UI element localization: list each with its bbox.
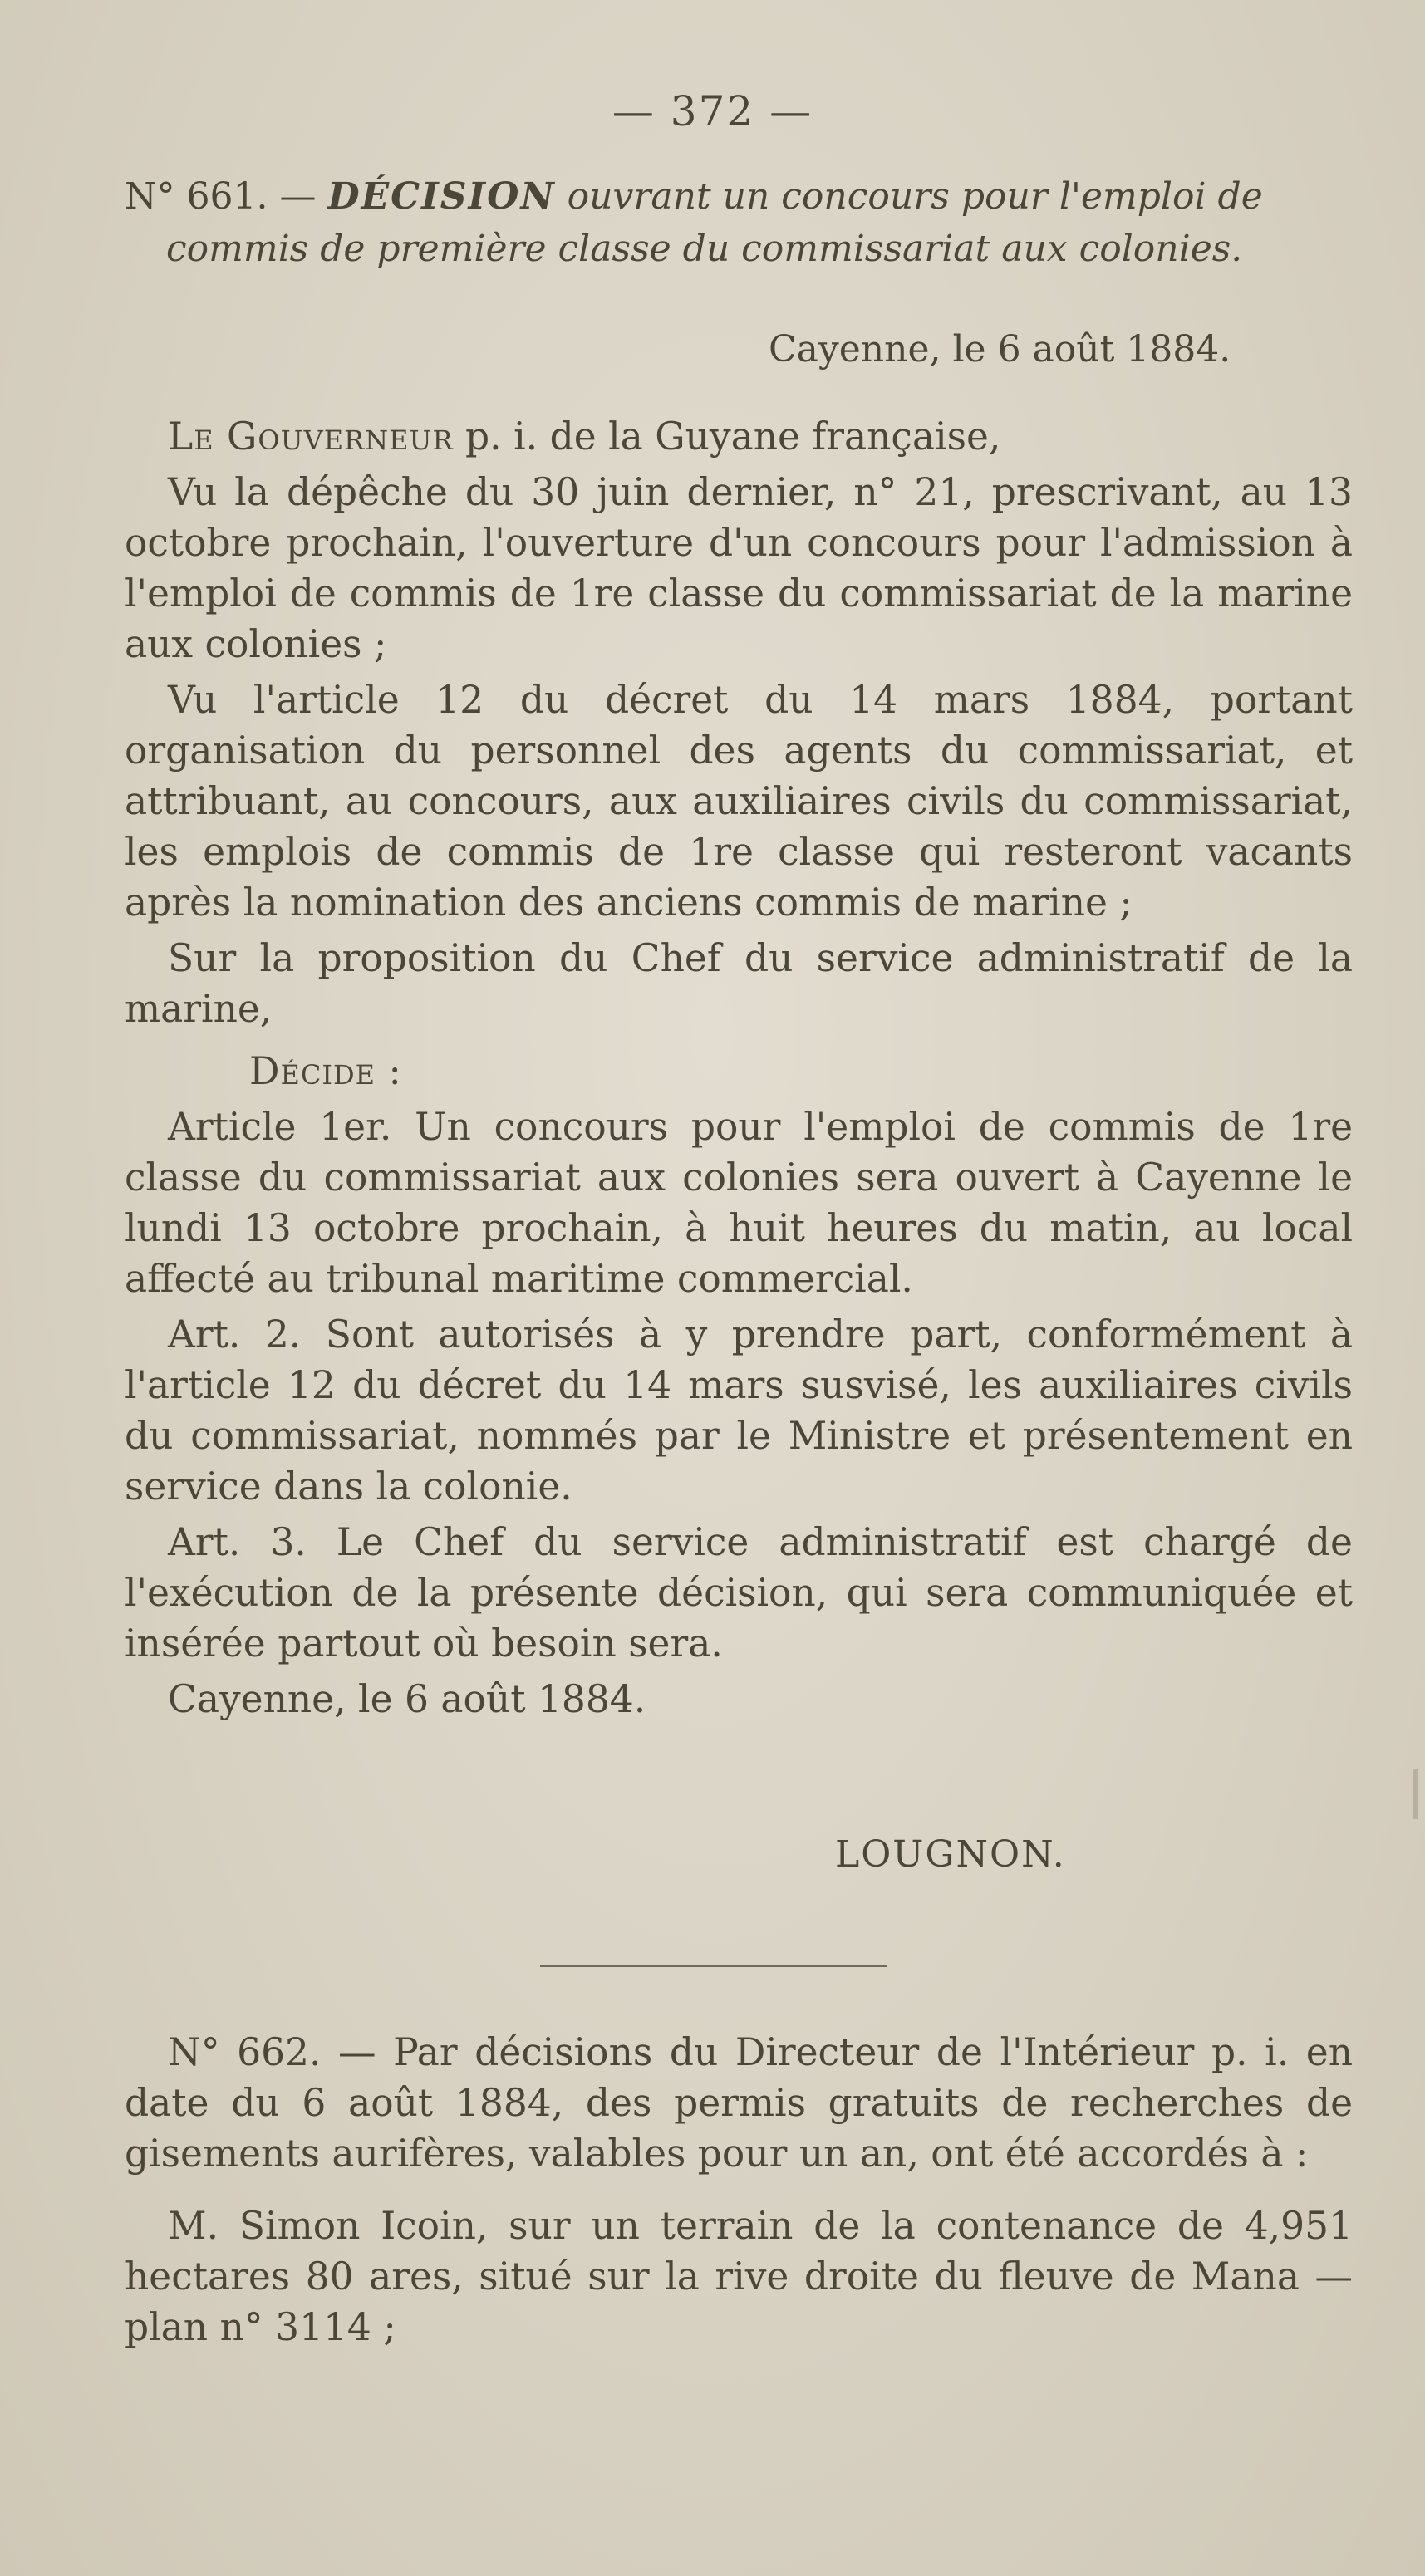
- governor-title: Le Gouverneur: [168, 415, 454, 459]
- decision-title-line-2: commis de première classe du commissariat aux colonies.: [166, 228, 1243, 270]
- dateline: Cayenne, le 6 août 1884.: [769, 328, 1231, 370]
- decision-661-body: [125, 411, 1353, 1730]
- margin-mark: [1413, 1769, 1418, 1819]
- sur-paragraph: Sur la proposition du Chef du service administratif de la marine,: [125, 936, 1353, 1031]
- decision-title-word: DÉCISION: [327, 175, 556, 218]
- decision-662-body: [125, 2027, 1353, 2374]
- vu-paragraph-2: Vu l'article 12 du décret du 14 mars 1884, portant organisation du personnel des agents du commissariat, et attribuant, au concours, aux auxiliaires civils du commissariat, les emplois de commis de 1re classe qui resteront vacants après la nomination des anciens commis de marine ;: [125, 678, 1353, 925]
- vu-paragraph-1: Vu la dépêche du 30 juin dernier, n° 21, prescrivant, au 13 octobre prochain, l'ouverture d'un concours pour l'admission à l'emploi de commis de 1re classe du commissariat de la marine aux colonies ;: [125, 470, 1353, 666]
- article-2: Art. 2. Sont autorisés à y prendre part, conformément à l'article 12 du décret du 14 mars susvisé, les auxiliaires civils du commissariat, nommés par le Ministre et présentement en service dans la colonie.: [125, 1313, 1353, 1509]
- closing-date: Cayenne, le 6 août 1884.: [168, 1677, 646, 1721]
- article-1: Article 1er. Un concours pour l'emploi de commis de 1re classe du commissariat aux colonies sera ouvert à Cayenne le lundi 13 octobre prochain, à huit heures du matin, au local affecté au tribunal maritime commercial.: [125, 1105, 1353, 1301]
- decision-number: N° 661.: [125, 175, 268, 218]
- signature: LOUGNON.: [835, 1833, 1066, 1876]
- decision-662-intro: N° 662. — Par décisions du Directeur de l'Intérieur p. i. en date du 6 août 1884, des permis gratuits de recherches de gisements aurifères, valables pour un an, ont été accordés à :: [125, 2030, 1353, 2176]
- decision-title-line-1: ouvrant un concours pour l'emploi de: [555, 175, 1263, 218]
- decide-heading: Décide :: [249, 1049, 402, 1093]
- page-number: — 372 —: [612, 87, 813, 135]
- heading-dash: —: [279, 175, 317, 218]
- section-divider: [540, 1965, 887, 1967]
- governor-rest: p. i. de la Guyane française,: [453, 415, 1001, 459]
- governor-line: [125, 411, 1353, 462]
- article-3: Art. 3. Le Chef du service administratif est chargé de l'exécution de la présente décision, qui sera communiquée et insérée partout où besoin sera.: [125, 1520, 1353, 1666]
- permit-item-1: M. Simon Icoin, sur un terrain de la contenance de 4,951 hectares 80 ares, situé sur la rive droite du fleuve de Mana — plan n° 3114 ;: [125, 2204, 1353, 2349]
- decision-661-heading: [125, 170, 1353, 275]
